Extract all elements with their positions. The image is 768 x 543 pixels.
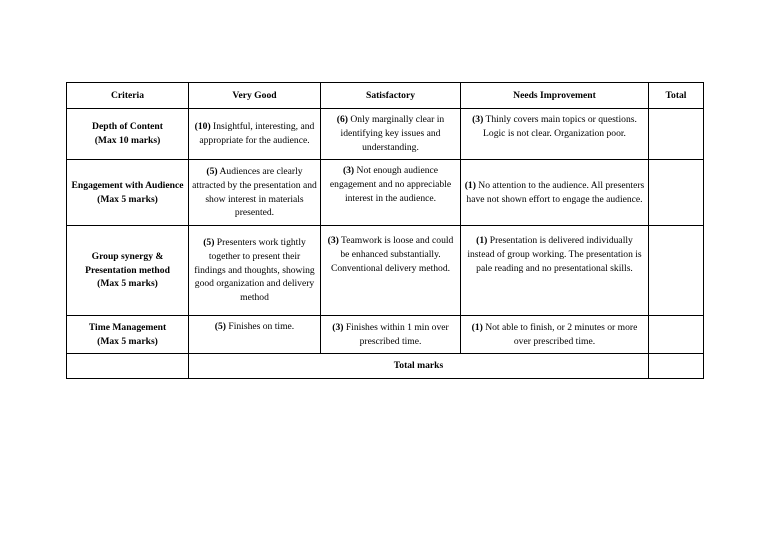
table-row <box>67 226 704 316</box>
total-marks-cell[interactable] <box>649 354 704 379</box>
score: (5) <box>206 165 218 177</box>
satisfactory-cell <box>321 160 461 226</box>
header-row <box>67 83 704 109</box>
score: (3) <box>472 114 484 125</box>
needs-improvement-cell <box>461 160 649 226</box>
description: Teamwork is loose and could be enhanced substantially. Conventional delivery method. <box>330 235 454 274</box>
header-criteria: Criteria <box>67 83 189 109</box>
score: (1) <box>471 321 483 333</box>
very-good-cell <box>189 109 321 160</box>
score: (5) <box>214 321 226 332</box>
description: Presenters work tightly together to present their findings and thoughts, showing good organization and delivery method <box>194 237 315 304</box>
score: (5) <box>203 237 215 248</box>
needs-improvement-cell <box>461 226 649 316</box>
score: (1) <box>464 179 476 191</box>
table-row <box>67 160 704 226</box>
description: Not enough audience engagement and no appreciable interest in the audience. <box>329 165 452 204</box>
total-cell[interactable] <box>649 160 704 226</box>
description: Audiences are clearly attracted by the presentation and show interest in materials presented. <box>192 165 317 219</box>
description: No attention to the audience. All presenters have not shown effort to engage the audience. <box>466 179 645 205</box>
criteria-cell <box>67 226 189 316</box>
table-row <box>67 109 704 160</box>
description: Not able to finish, or 2 minutes or more over prescribed time. <box>482 321 638 347</box>
description: Finishes within 1 min over prescribed time. <box>343 321 449 347</box>
criteria-max: (Max 10 marks) <box>94 135 161 146</box>
header-very-good: Very Good <box>189 83 321 109</box>
criteria-max: (Max 5 marks) <box>97 193 158 205</box>
description: Thinly covers main topics or questions. Logic is not clear. Organization poor. <box>483 114 637 139</box>
total-row <box>67 354 704 379</box>
very-good-cell <box>189 316 321 354</box>
very-good-cell <box>189 160 321 226</box>
score: (3) <box>332 321 344 333</box>
description: Presentation is delivered individually instead of group working. The presentation is pale reading and no presentational skills. <box>467 235 642 274</box>
empty-cell <box>67 354 189 379</box>
very-good-cell <box>189 226 321 316</box>
criteria-name: Engagement with Audience <box>71 179 184 191</box>
satisfactory-cell <box>321 226 461 316</box>
criteria-max: (Max 5 marks) <box>97 278 158 290</box>
header-needs-improvement: Needs Improvement <box>461 83 649 109</box>
criteria-name: Time Management <box>88 321 167 333</box>
criteria-cell <box>67 160 189 226</box>
score: (3) <box>327 235 339 246</box>
score: (3) <box>342 165 355 176</box>
table-row <box>67 316 704 354</box>
criteria-name: Group synergy & Presentation method <box>85 250 170 276</box>
total-cell[interactable] <box>649 316 704 354</box>
criteria-max: (Max 5 marks) <box>97 335 158 347</box>
score: (10) <box>194 121 211 133</box>
criteria-cell <box>67 316 189 354</box>
header-satisfactory: Satisfactory <box>321 83 461 109</box>
description: Only marginally clear in identifying key issues and understanding. <box>340 114 445 153</box>
satisfactory-cell <box>321 109 461 160</box>
score: (6) <box>336 114 348 126</box>
header-total: Total <box>649 83 704 109</box>
total-cell[interactable] <box>649 226 704 316</box>
needs-improvement-cell <box>461 109 649 160</box>
total-cell[interactable] <box>649 109 704 160</box>
needs-improvement-cell <box>461 316 649 354</box>
total-marks-label: Total marks <box>189 354 649 379</box>
score: (1) <box>476 235 488 246</box>
criteria-name: Depth of Content <box>92 121 163 133</box>
description: Finishes on time. <box>225 321 295 332</box>
satisfactory-cell <box>321 316 461 354</box>
description: Insightful, interesting, and appropriate for the audience. <box>199 121 315 146</box>
criteria-cell <box>67 109 189 160</box>
rubric-table <box>66 82 704 379</box>
